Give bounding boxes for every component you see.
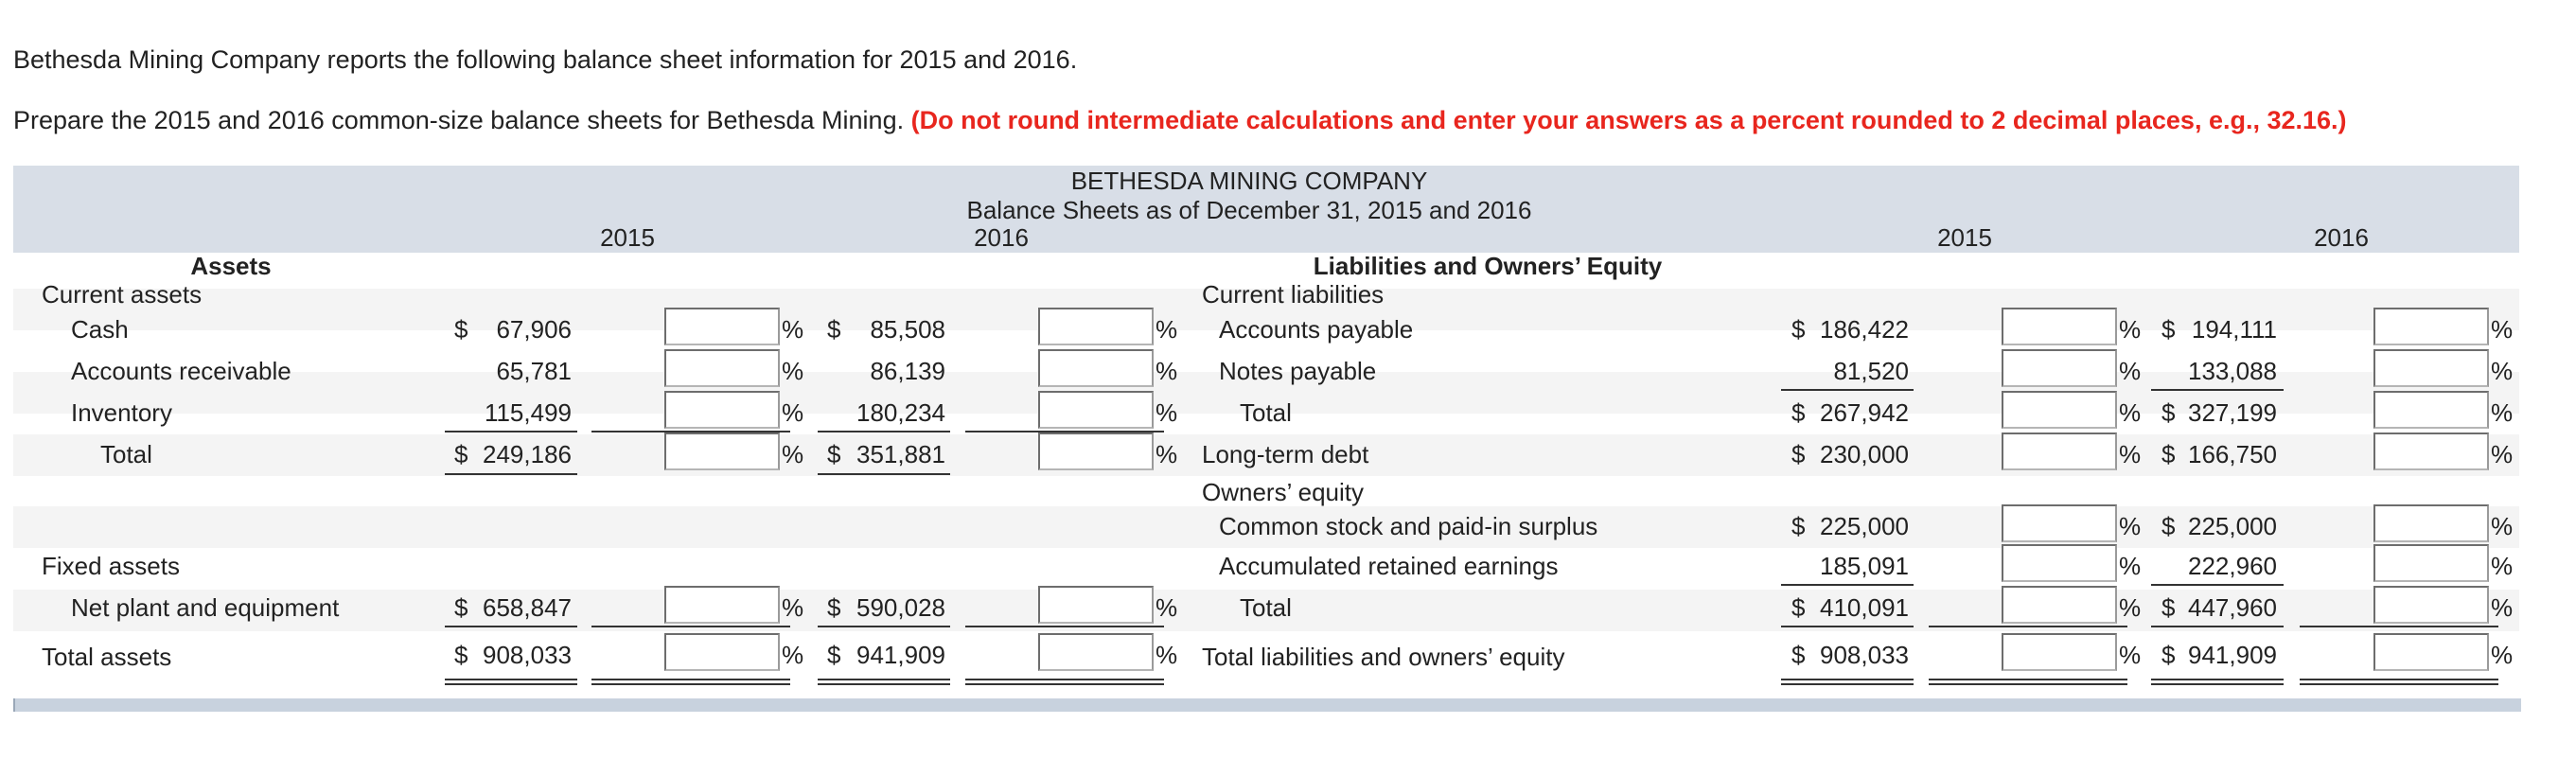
percent-sign: % [2491, 357, 2514, 385]
total-assets-2016-value: 941,909 [856, 641, 945, 669]
rule-line [445, 473, 577, 475]
percent-sign: % [782, 315, 804, 344]
current-assets-label: Current assets [42, 280, 203, 309]
retained-earnings-2015-percent-input[interactable] [2002, 544, 2117, 582]
percent-sign: % [2119, 593, 2142, 622]
asset-label-net-plant: Net plant and equipment [71, 593, 340, 622]
percent-sign: % [2491, 641, 2514, 669]
total-assets-2015-percent-input[interactable] [664, 633, 780, 671]
dollar-sign: $ [827, 440, 841, 468]
rule-line [818, 626, 950, 627]
dollar-sign: $ [1791, 593, 1806, 622]
rule-line [1781, 584, 1914, 586]
inventory-2015-value: 115,499 [484, 398, 572, 427]
double-rule [445, 679, 577, 685]
liab-label-total-liabilities-equity: Total liabilities and owners’ equity [1202, 643, 1565, 671]
net-plant-2016-percent-input[interactable] [1038, 586, 1154, 624]
inventory-2016-percent-input[interactable] [1038, 391, 1154, 429]
common-stock-2016-percent-input[interactable] [2373, 504, 2489, 542]
accounts-payable-2015-percent-input[interactable] [2002, 308, 2117, 345]
dollar-sign: $ [454, 315, 468, 344]
percent-sign: % [782, 357, 804, 385]
liab-label-accounts-payable: Accounts payable [1219, 315, 1414, 344]
notes-payable-2015-percent-input[interactable] [2002, 349, 2117, 387]
inventory-2015-percent-input[interactable] [664, 391, 780, 429]
col-head-assets-2015: 2015 [600, 223, 655, 252]
net-plant-2015-percent-input[interactable] [664, 586, 780, 624]
company-name: BETHESDA MINING COMPANY [1070, 167, 1428, 195]
percent-sign: % [2119, 552, 2142, 580]
percent-sign: % [2491, 440, 2514, 468]
total-liabilities-equity-2015-value: 908,033 [1820, 641, 1909, 669]
asset-label-total-assets: Total assets [42, 643, 172, 671]
double-rule [2151, 679, 2284, 685]
intro-text: Bethesda Mining Company reports the following balance sheet information for 2015 and 2016. [13, 45, 1078, 74]
percent-sign: % [2119, 440, 2142, 468]
net-plant-2015-value: 658,847 [483, 593, 572, 622]
dollar-sign: $ [1791, 440, 1806, 468]
dollar-sign: $ [454, 641, 468, 669]
col-head-liab-2016: 2016 [2314, 223, 2369, 252]
retained-earnings-2015-value: 185,091 [1820, 552, 1909, 580]
table-footer-band [13, 698, 2521, 712]
total-liabilities-equity-2016-value: 941,909 [2188, 641, 2277, 669]
col-head-assets-2016: 2016 [974, 223, 1029, 252]
percent-sign: % [2119, 512, 2142, 540]
asset-label-current-total: Total [100, 440, 152, 468]
current-assets-total-2015-percent-input[interactable] [664, 432, 780, 470]
rule-line [1929, 626, 2127, 627]
net-plant-2016-value: 590,028 [856, 593, 945, 622]
long-term-debt-2016-value: 166,750 [2188, 440, 2277, 468]
dollar-sign: $ [827, 315, 841, 344]
accounts-payable-2016-value: 194,111 [2191, 315, 2277, 344]
dollar-sign: $ [1791, 512, 1806, 540]
dollar-sign: $ [2161, 440, 2176, 468]
asset-label-inventory: Inventory [71, 398, 172, 427]
liabilities-heading: Liabilities and Owners’ Equity [1313, 252, 1663, 280]
instruction-note: (Do not round intermediate calculations and enter your answers as a percent rounded to 2 decimal places, e.g., 32.16.) [910, 106, 2347, 134]
percent-sign: % [2491, 552, 2514, 580]
equity-total-2016-percent-input[interactable] [2373, 586, 2489, 624]
common-stock-2015-percent-input[interactable] [2002, 504, 2117, 542]
retained-earnings-2016-value: 222,960 [2188, 552, 2277, 580]
accounts-receivable-2015-percent-input[interactable] [664, 349, 780, 387]
dollar-sign: $ [827, 593, 841, 622]
percent-sign: % [2491, 593, 2514, 622]
common-stock-2016-value: 225,000 [2188, 512, 2277, 540]
instruction-text [13, 106, 2347, 135]
current-liabilities-label: Current liabilities [1202, 280, 1385, 309]
percent-sign: % [1156, 315, 1178, 344]
cash-2016-value: 85,508 [870, 315, 945, 344]
notes-payable-2016-value: 133,088 [2188, 357, 2277, 385]
equity-total-2015-value: 410,091 [1820, 593, 1909, 622]
fixed-assets-label: Fixed assets [42, 552, 180, 580]
percent-sign: % [2491, 512, 2514, 540]
double-rule [1781, 679, 1914, 685]
dollar-sign: $ [1791, 315, 1806, 344]
rule-line [1781, 626, 1914, 627]
current-liabilities-total-2015-percent-input[interactable] [2002, 391, 2117, 429]
current-liabilities-total-2016-percent-input[interactable] [2373, 391, 2489, 429]
accounts-payable-2015-value: 186,422 [1820, 315, 1909, 344]
sheet-subtitle: Balance Sheets as of December 31, 2015 and 2016 [966, 196, 1532, 224]
current-assets-total-2016-percent-input[interactable] [1038, 432, 1154, 470]
percent-sign: % [2119, 398, 2142, 427]
liab-label-current-total: Total [1240, 398, 1292, 427]
common-stock-2015-value: 225,000 [1820, 512, 1909, 540]
asset-label-accounts-receivable: Accounts receivable [71, 357, 291, 385]
notes-payable-2015-value: 81,520 [1833, 357, 1909, 385]
rule-line [2151, 584, 2284, 586]
percent-sign: % [2491, 398, 2514, 427]
double-rule [591, 679, 790, 685]
rule-line [591, 626, 790, 627]
dollar-sign: $ [1791, 641, 1806, 669]
percent-sign: % [2491, 315, 2514, 344]
percent-sign: % [782, 398, 804, 427]
cash-2015-value: 67,906 [496, 315, 572, 344]
percent-sign: % [782, 440, 804, 468]
current-assets-total-2016-value: 351,881 [856, 440, 945, 468]
dollar-sign: $ [2161, 641, 2176, 669]
total-assets-2015-value: 908,033 [483, 641, 572, 669]
dollar-sign: $ [2161, 315, 2176, 344]
percent-sign: % [782, 593, 804, 622]
double-rule [965, 679, 1164, 685]
total-liabilities-equity-2016-percent-input[interactable] [2373, 633, 2489, 671]
double-rule [1929, 679, 2127, 685]
liab-label-retained-earnings: Accumulated retained earnings [1219, 552, 1559, 580]
liab-label-notes-payable: Notes payable [1219, 357, 1377, 385]
equity-total-2016-value: 447,960 [2188, 593, 2277, 622]
percent-sign: % [2119, 641, 2142, 669]
instruction-lead: Prepare the 2015 and 2016 common-size balance sheets for Bethesda Mining. [13, 106, 905, 134]
dollar-sign: $ [454, 440, 468, 468]
accounts-receivable-2015-value: 65,781 [496, 357, 572, 385]
percent-sign: % [1156, 641, 1178, 669]
accounts-receivable-2016-value: 86,139 [870, 357, 945, 385]
dollar-sign: $ [2161, 398, 2176, 427]
rule-line [2300, 626, 2498, 627]
rule-line [818, 473, 950, 475]
percent-sign: % [1156, 593, 1178, 622]
rule-line [818, 431, 950, 432]
cash-2015-percent-input[interactable] [664, 308, 780, 345]
percent-sign: % [1156, 398, 1178, 427]
current-liabilities-total-2015-value: 267,942 [1820, 398, 1909, 427]
double-rule [2300, 679, 2498, 685]
owners-equity-label: Owners’ equity [1202, 478, 1364, 506]
long-term-debt-2015-percent-input[interactable] [2002, 432, 2117, 470]
current-assets-total-2015-value: 249,186 [483, 440, 572, 468]
dollar-sign: $ [827, 641, 841, 669]
percent-sign: % [1156, 357, 1178, 385]
dollar-sign: $ [454, 593, 468, 622]
cash-2016-percent-input[interactable] [1038, 308, 1154, 345]
liab-label-common-stock: Common stock and paid-in surplus [1219, 512, 1598, 540]
inventory-2016-value: 180,234 [856, 398, 945, 427]
total-assets-2016-percent-input[interactable] [1038, 633, 1154, 671]
double-rule [818, 679, 950, 685]
dollar-sign: $ [2161, 512, 2176, 540]
accounts-receivable-2016-percent-input[interactable] [1038, 349, 1154, 387]
percent-sign: % [2119, 357, 2142, 385]
percent-sign: % [782, 641, 804, 669]
rule-line [445, 626, 577, 627]
dollar-sign: $ [1791, 398, 1806, 427]
rule-line [1781, 389, 1914, 391]
accounts-payable-2016-percent-input[interactable] [2373, 308, 2489, 345]
long-term-debt-2015-value: 230,000 [1820, 440, 1909, 468]
asset-label-cash: Cash [71, 315, 129, 344]
total-liabilities-equity-2015-percent-input[interactable] [2002, 633, 2117, 671]
retained-earnings-2016-percent-input[interactable] [2373, 544, 2489, 582]
percent-sign: % [1156, 440, 1178, 468]
liab-label-equity-total: Total [1240, 593, 1292, 622]
rule-line [445, 431, 577, 432]
rule-line [2151, 626, 2284, 627]
assets-heading: Assets [190, 252, 272, 280]
long-term-debt-2016-percent-input[interactable] [2373, 432, 2489, 470]
dollar-sign: $ [2161, 593, 2176, 622]
notes-payable-2016-percent-input[interactable] [2373, 349, 2489, 387]
rule-line [2151, 389, 2284, 391]
equity-total-2015-percent-input[interactable] [2002, 586, 2117, 624]
col-head-liab-2015: 2015 [1937, 223, 1992, 252]
current-liabilities-total-2016-value: 327,199 [2188, 398, 2277, 427]
percent-sign: % [2119, 315, 2142, 344]
liab-label-long-term-debt: Long-term debt [1202, 440, 1369, 468]
rule-line [965, 626, 1164, 627]
